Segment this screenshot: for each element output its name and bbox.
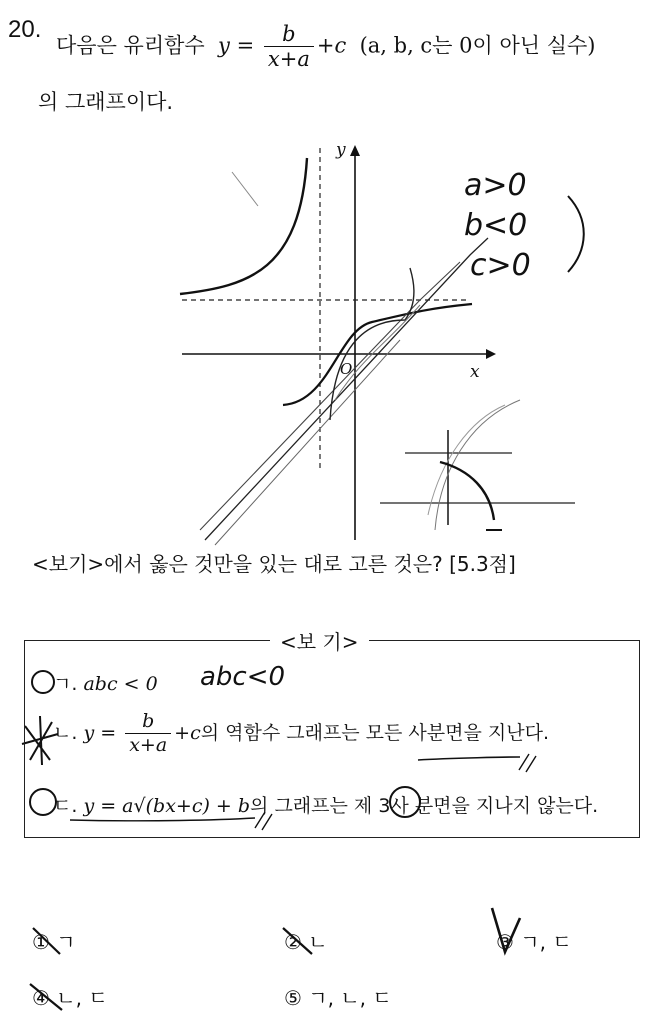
origin-label: O (340, 360, 353, 378)
bogi-eq-lhs-2: y = (83, 721, 117, 744)
choice-5-num: ⑤ (284, 986, 302, 1010)
y-axis-label: y (336, 140, 346, 160)
hyperbola-left-branch (180, 158, 307, 294)
choice-2[interactable] (284, 926, 328, 955)
bogi-fraction-2 (125, 711, 171, 757)
bogi-item-1 (53, 669, 158, 696)
y-axis-arrow-icon (350, 145, 360, 156)
choice-2-num: ② (284, 930, 302, 954)
notes-brace (568, 196, 584, 272)
x-axis-label: x (470, 362, 480, 382)
stray-mark (232, 172, 258, 206)
question-number: 20. (8, 16, 42, 43)
bogi-text-3-post: 분면을 지나지 않는다. (414, 795, 599, 817)
handwritten-note-b: b<0 (464, 208, 528, 243)
handwritten-note-a: a>0 (464, 168, 527, 203)
fraction-denominator: x+a (267, 47, 310, 72)
choice-1[interactable] (32, 926, 76, 955)
fraction-numerator: b (264, 22, 314, 47)
choice-3-num: ③ (496, 930, 514, 954)
choice-4-num: ④ (32, 986, 50, 1010)
handwritten-abc-note: abc<0 (200, 662, 286, 692)
inset-sketch-2 (428, 405, 505, 515)
question-text-line2: 의 그래프이다. (38, 90, 174, 114)
hand-line-2 (200, 262, 460, 530)
choice-5-label: ㄱ, ㄴ, ㄷ (308, 986, 392, 1010)
bogi-item-3 (53, 791, 598, 818)
bogi-item-2 (53, 711, 549, 757)
choice-4-label: ㄴ, ㄷ (56, 986, 108, 1010)
bogi-marker-1: ㄱ. (53, 673, 78, 695)
bogi-fraction-den: x+a (129, 733, 168, 756)
bogi-text-3-num: 3사 (378, 795, 409, 817)
bogi-eq-rest-2: +c (174, 721, 201, 744)
equation-rest: +c (316, 33, 347, 58)
hand-line-3 (215, 340, 400, 545)
bogi-text-2: 의 역함수 그래프는 모든 사분면을 지난다. (200, 721, 549, 744)
bogi-box (24, 640, 640, 838)
bogi-fraction-num: b (125, 711, 171, 734)
question-prompt: <보기>에서 옳은 것만을 있는 대로 고른 것은? [5.3점] (32, 552, 516, 576)
bogi-text-3-pre: 의 그래프는 제 (250, 795, 373, 817)
question-condition: (a, b, c는 0이 아닌 실수) (359, 33, 596, 58)
bogi-marker-2: ㄴ. (53, 721, 78, 744)
choice-1-num: ① (32, 930, 50, 954)
choice-5[interactable] (284, 982, 392, 1011)
x-axis-arrow-icon (486, 349, 496, 359)
bogi-text-1: abc < 0 (83, 673, 158, 695)
inverse-sketch (330, 268, 414, 420)
bogi-eq-3: y = a√(bx+c) + b (83, 795, 251, 817)
choice-3[interactable] (496, 926, 572, 955)
choice-3-label: ㄱ, ㄷ (520, 930, 572, 954)
choice-4[interactable] (32, 982, 108, 1011)
choice-1-label: ㄱ (56, 930, 76, 954)
equation-lhs: y = (218, 33, 255, 58)
bogi-marker-3: ㄷ. (53, 795, 78, 817)
handwritten-note-c: c>0 (470, 248, 531, 283)
question-intro: 다음은 유리함수 (56, 33, 205, 58)
bogi-title: <보 기> (270, 626, 369, 655)
choice-2-label: ㄴ (308, 930, 328, 954)
hand-line-1 (205, 238, 488, 540)
